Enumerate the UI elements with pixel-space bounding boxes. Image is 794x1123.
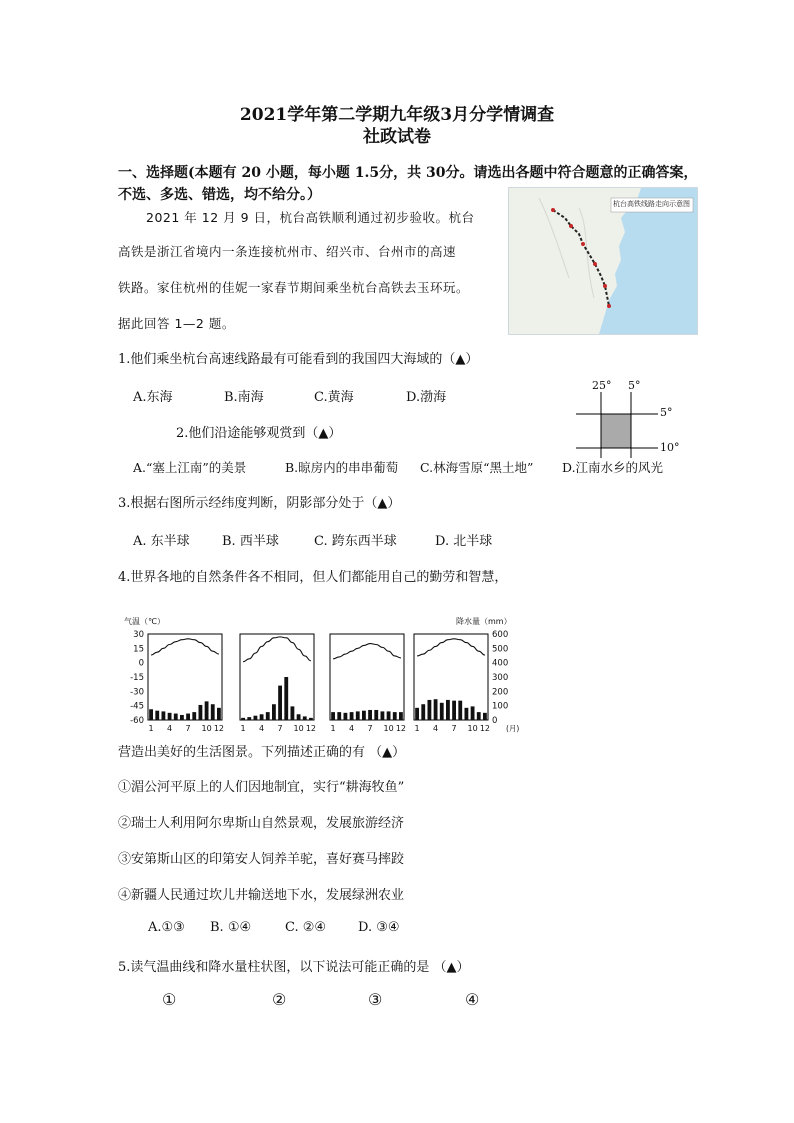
precipitation-bar	[421, 704, 425, 720]
section-heading-line2: 不选、多选、错选，均不给分。）	[118, 187, 321, 203]
precipitation-bar	[344, 713, 348, 720]
q4-item-4: ④新疆人民通过坎儿井输送地下水，发展绿洲农业	[118, 888, 405, 903]
intro-line-3: 铁路。家住杭州的佳妮一家春节期间乘坐杭台高铁去玉环玩。	[118, 280, 470, 295]
precipitation-bar	[458, 701, 462, 720]
precipitation-bar	[477, 712, 481, 720]
q5-label-4: ④	[465, 990, 480, 1009]
temp-tick-label: -15	[130, 673, 144, 683]
q3-option-b: B. 西半球	[222, 534, 279, 549]
intro-line-1: 2021 年 12 月 9 日，杭台高铁顺利通过初步验收。杭台	[146, 210, 475, 225]
temp-tick-label: 15	[133, 644, 144, 655]
precipitation-bar	[211, 704, 215, 720]
month-tick-label: 10	[383, 724, 394, 733]
q1-option-c: C.黄海	[314, 390, 354, 405]
exam-subtitle: 社政试卷	[363, 127, 431, 147]
temp-tick-label: -30	[130, 687, 144, 698]
month-tick-label: 1	[330, 724, 336, 733]
temperature-curve	[243, 637, 311, 662]
precipitation-bar	[483, 713, 487, 720]
precip-tick-label: 100	[492, 701, 509, 712]
precipitation-bar	[254, 716, 258, 720]
precipitation-bar	[247, 717, 251, 720]
month-tick-label: 12	[213, 724, 225, 733]
precipitation-bar	[337, 712, 341, 720]
month-tick-label: 7	[367, 724, 373, 733]
precipitation-bar	[331, 712, 335, 720]
precipitation-bar	[452, 701, 456, 720]
precipitation-bar	[465, 708, 469, 720]
month-tick-label: 12	[305, 724, 317, 733]
month-tick-label: 1	[148, 724, 154, 733]
precipitation-bar	[192, 712, 196, 720]
q5-label-2: ②	[272, 990, 287, 1009]
q4-option-a: A.①③	[148, 920, 185, 935]
precipitation-bar	[291, 706, 295, 720]
q2-option-c: C.林海雪原“黑土地”	[420, 460, 534, 475]
month-unit-label: (月)	[506, 724, 520, 733]
month-tick-label: 7	[185, 724, 191, 733]
precip-tick-label: 400	[492, 658, 509, 669]
temp-axis-title: 气温（℃）	[124, 617, 165, 626]
q4-stem-line2: 营造出美好的生活图景。下列描述正确的有 （▲）	[118, 745, 406, 760]
precipitation-bar	[446, 700, 450, 720]
q5-label-3: ③	[368, 990, 383, 1009]
q1-option-a: A.东海	[133, 390, 173, 405]
month-tick-label: 7	[277, 724, 283, 733]
q2-stem: 2.他们沿途能够观赏到（▲）	[176, 426, 342, 441]
grid-lon-label-1: 25°	[592, 379, 612, 392]
precipitation-bar	[266, 712, 270, 720]
intro-line-4: 据此回答 1—2 题。	[118, 316, 235, 331]
precipitation-bar	[415, 708, 419, 720]
railway-map-graphic	[509, 188, 697, 334]
q4-item-1: ①湄公河平原上的人们因地制宜，实行“耕海牧鱼”	[118, 780, 405, 795]
intro-line-2: 高铁是浙江省境内一条连接杭州市、绍兴市、台州市的高速	[118, 244, 457, 259]
month-tick-label: 7	[451, 724, 457, 733]
precipitation-bar	[199, 705, 203, 720]
precipitation-bar	[393, 712, 397, 720]
precip-tick-label: 600	[492, 630, 509, 640]
precipitation-bar	[297, 714, 301, 720]
precipitation-bar	[272, 704, 276, 720]
precipitation-bar	[303, 716, 307, 720]
temp-tick-label: -60	[130, 716, 144, 726]
q1-stem: 1.他们乘坐杭台高速线路最有可能看到的我国四大海域的（▲）	[118, 352, 479, 367]
precipitation-bar	[440, 703, 444, 720]
month-tick-label: 4	[349, 724, 355, 733]
map-title: 杭台高铁线路走向示意图	[613, 200, 690, 208]
precipitation-bar	[186, 714, 190, 720]
month-tick-label: 10	[293, 724, 304, 733]
precipitation-bar	[362, 711, 366, 720]
month-tick-label: 10	[201, 724, 212, 733]
precipitation-bar	[381, 711, 385, 720]
precip-axis-title: 降水量（mm）	[456, 617, 512, 626]
precipitation-bar	[350, 712, 354, 720]
precipitation-bar	[180, 715, 184, 720]
grid-lat-label-2: 10°	[660, 441, 680, 454]
q5-label-1: ①	[162, 990, 177, 1009]
precipitation-bar	[241, 718, 245, 720]
temperature-curve	[333, 644, 401, 659]
q3-option-d: D. 北半球	[435, 534, 493, 549]
q3-option-a: A. 东半球	[133, 534, 190, 549]
q3-option-c: C. 跨东西半球	[314, 534, 397, 549]
grid-shaded-area	[601, 414, 631, 448]
precipitation-bar	[217, 708, 221, 720]
precipitation-bar	[399, 712, 403, 720]
precip-tick-label: 200	[492, 687, 509, 698]
q3-stem: 3.根据右图所示经纬度判断，阴影部分处于（▲）	[118, 496, 401, 511]
precipitation-bar	[428, 700, 432, 720]
q2-option-b: B.晾房内的串串葡萄	[285, 460, 399, 475]
temperature-curve	[417, 639, 485, 656]
temperature-curve	[151, 639, 219, 655]
precipitation-bar	[162, 711, 166, 720]
precip-tick-label: 0	[492, 716, 498, 726]
chart-panel-frame	[330, 634, 404, 720]
lat-lon-grid	[572, 378, 682, 458]
precipitation-bar	[168, 713, 172, 720]
month-tick-label: 4	[259, 724, 265, 733]
precipitation-bar	[278, 686, 282, 720]
grid-lat-label-1: 5°	[660, 406, 673, 419]
exam-title: 2021学年第二学期九年级3月分学情调查	[239, 105, 555, 125]
q4-item-3: ③安第斯山区的印第安人饲养羊驼，喜好赛马摔跤	[118, 852, 405, 867]
climate-chart-graphic	[118, 614, 522, 736]
q1-option-b: B.南海	[224, 390, 264, 405]
precipitation-bar	[387, 711, 391, 720]
month-tick-label: 10	[467, 724, 478, 733]
precipitation-bar	[284, 677, 288, 720]
month-tick-label: 12	[479, 724, 491, 733]
q2-option-a: A.“塞上江南”的美景	[133, 460, 247, 475]
month-tick-label: 1	[414, 724, 420, 733]
month-tick-label: 12	[395, 724, 407, 733]
q4-option-d: D. ③④	[358, 920, 400, 935]
temp-tick-label: 0	[138, 658, 144, 669]
temp-tick-label: -45	[130, 701, 144, 712]
precipitation-bar	[149, 709, 153, 720]
climate-chart	[118, 614, 522, 736]
q4-option-c: C. ②④	[285, 920, 327, 935]
precipitation-bar	[309, 718, 313, 720]
grid-lon-label-2: 5°	[628, 379, 641, 392]
q1-option-d: D.渤海	[406, 390, 447, 405]
temp-tick-label: 30	[133, 630, 144, 640]
precipitation-bar	[155, 711, 159, 720]
precipitation-bar	[356, 711, 360, 720]
month-tick-label: 4	[167, 724, 173, 733]
month-tick-label: 1	[240, 724, 246, 733]
railway-map	[508, 187, 698, 335]
month-tick-label: 4	[433, 724, 439, 733]
precipitation-bar	[434, 699, 438, 720]
q4-item-2: ②瑞士人利用阿尔卑斯山自然景观，发展旅游经济	[118, 816, 405, 831]
precip-tick-label: 300	[492, 673, 509, 683]
chart-panel-frame	[240, 634, 314, 720]
precipitation-bar	[174, 714, 178, 720]
precipitation-bar	[260, 714, 264, 720]
q4-stem-line1: 4.世界各地的自然条件各不相同，但人们都能用自己的勤劳和智慧，	[118, 570, 508, 585]
precipitation-bar	[368, 710, 372, 720]
q4-option-b: B. ①④	[210, 920, 252, 935]
q5-stem: 5.读气温曲线和降水量柱状图，以下说法可能正确的是 （▲）	[118, 960, 470, 975]
section-heading-line1: 一、选择题(本题有 20 小题，每小题 1.5分，共 30分。请选出各题中符合题意的正确答案，	[118, 165, 698, 181]
precipitation-bar	[471, 706, 475, 720]
precipitation-bar	[205, 701, 209, 720]
q2-option-d: D.江南水乡的风光	[562, 460, 664, 475]
precipitation-bar	[374, 710, 378, 720]
precip-tick-label: 500	[492, 644, 509, 655]
